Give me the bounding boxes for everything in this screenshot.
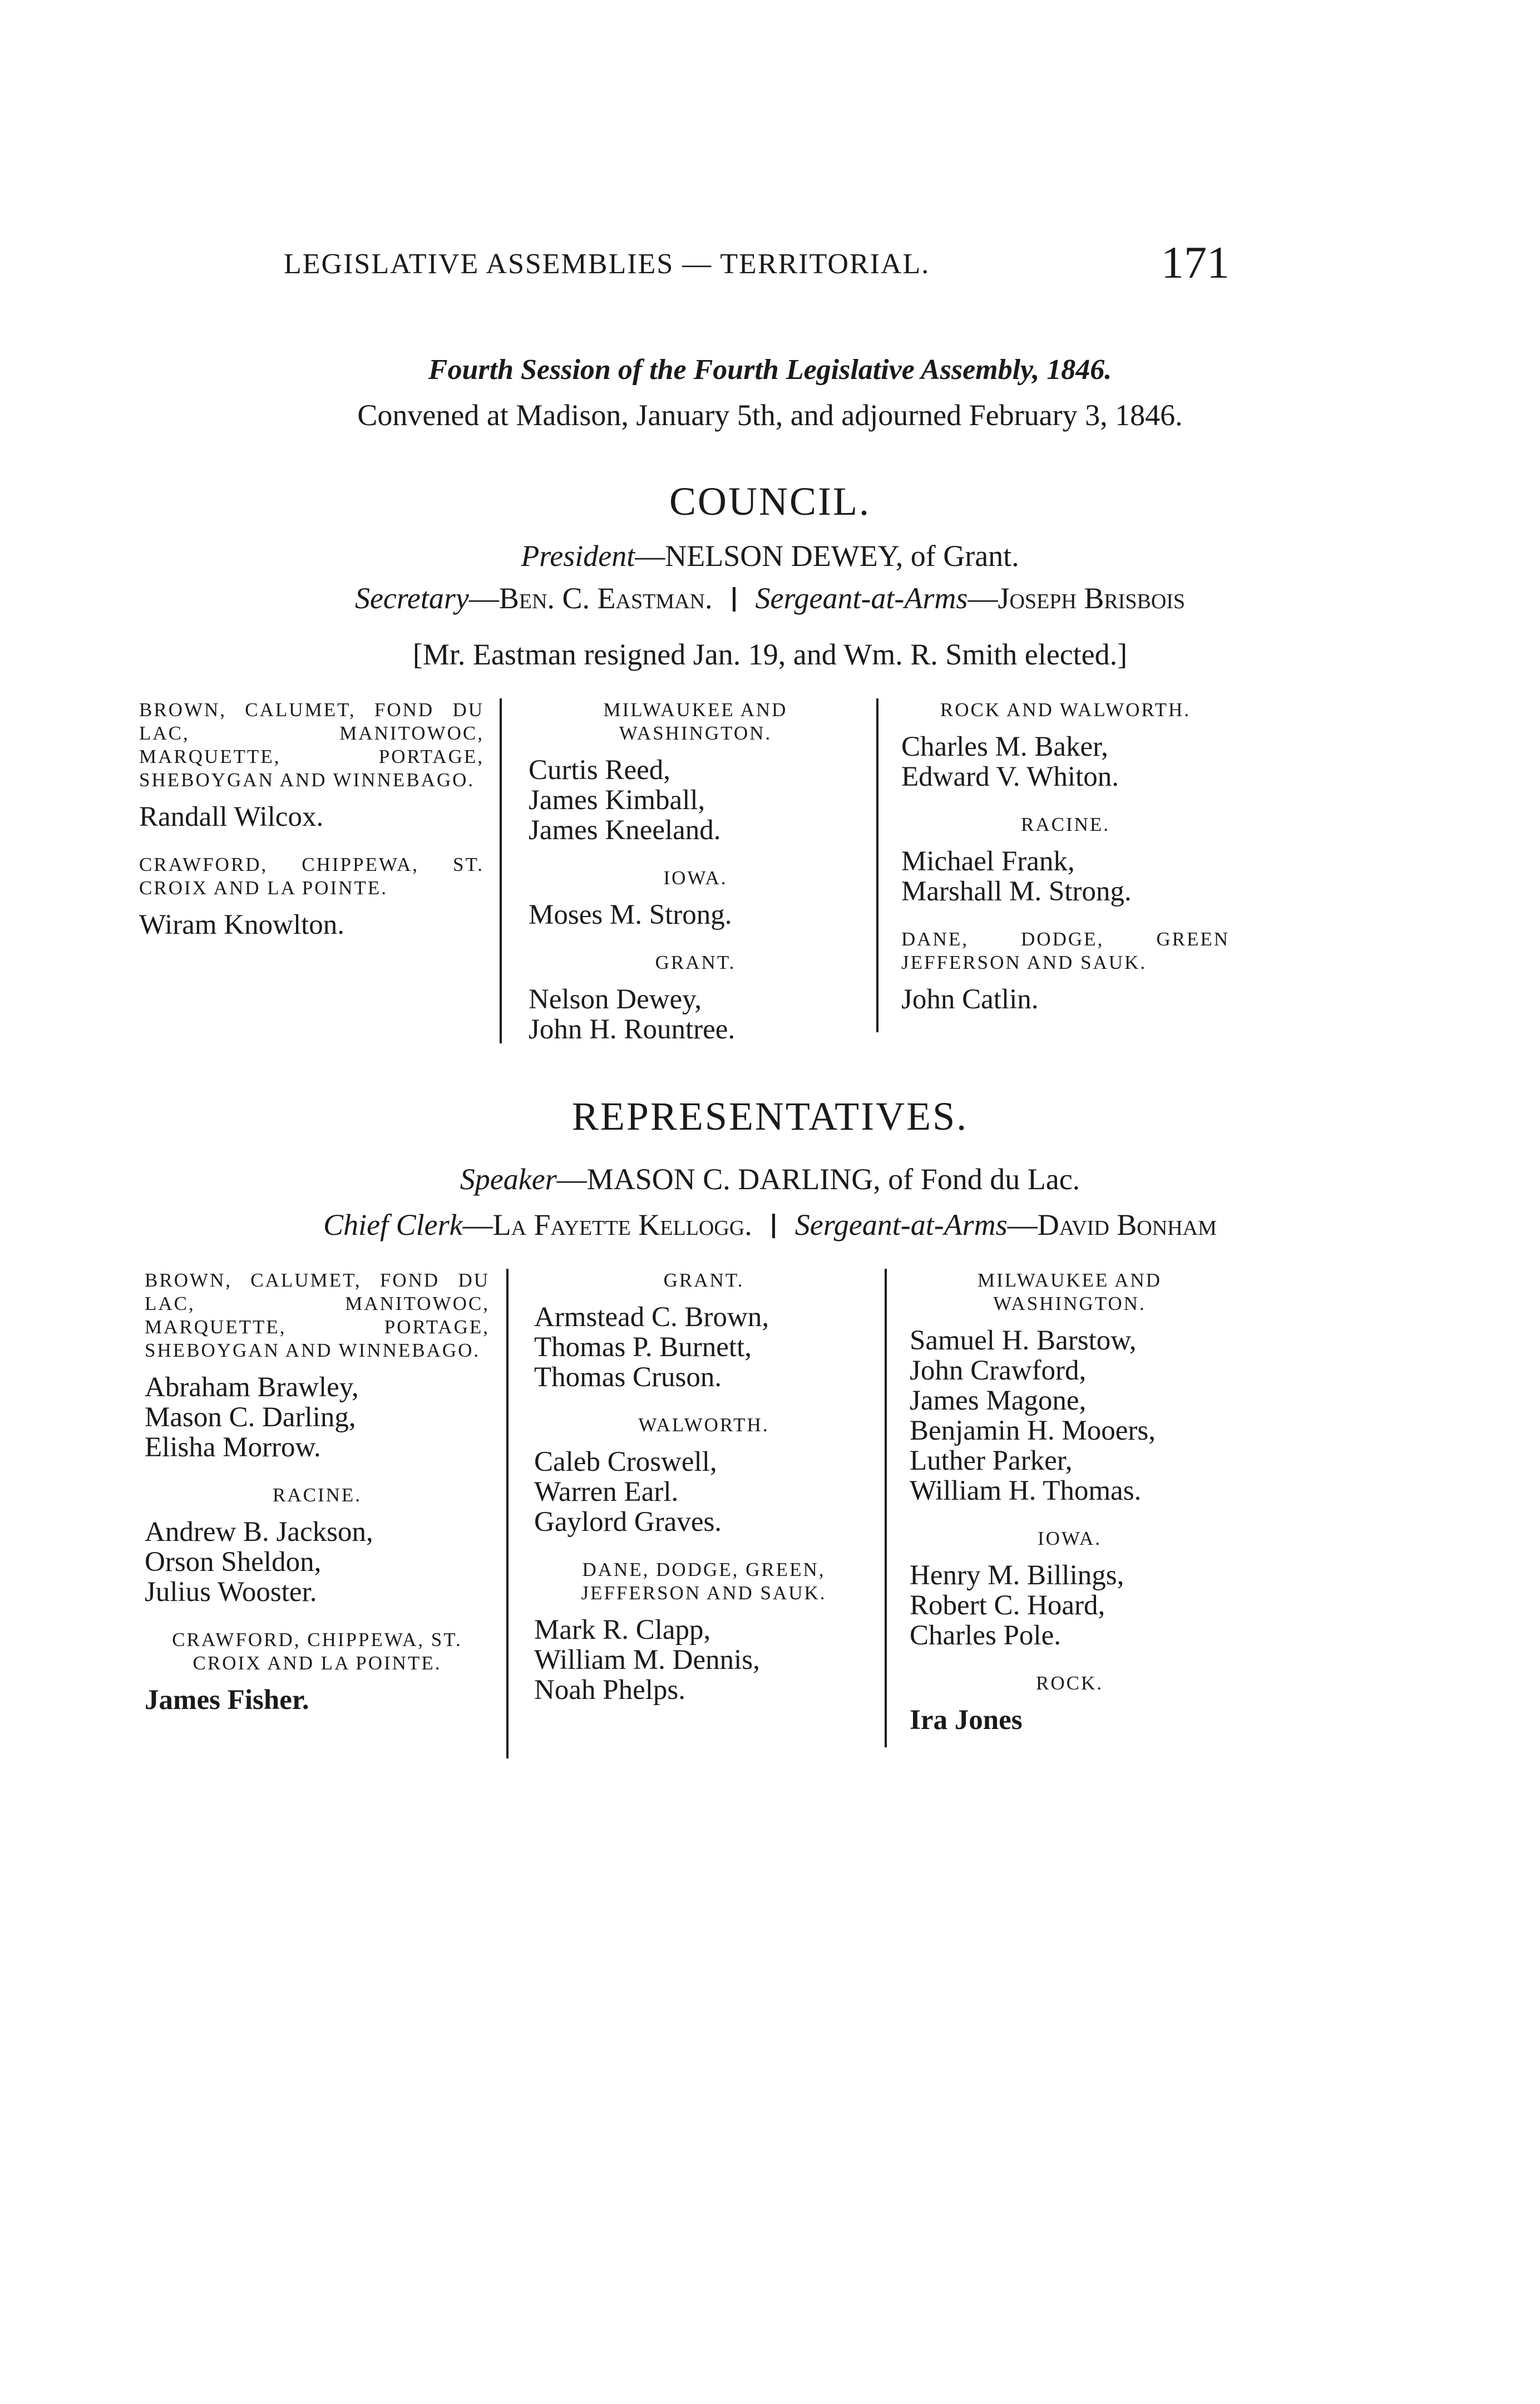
- clerk-name: La Fayette Kellogg.: [492, 1208, 752, 1242]
- district-name: MILWAUKEE AND WASHINGTON.: [978, 1269, 1162, 1314]
- representatives-column-2: [534, 1269, 873, 1726]
- member-name: Randall Wilcox.: [139, 801, 324, 832]
- council-note: [Mr. Eastman resigned Jan. 19, and Wm. R. Smith elected.]: [412, 638, 1128, 671]
- member-name: Robert C. Hoard,: [910, 1590, 1105, 1621]
- district-block: [901, 813, 1230, 907]
- district-name: IOWA.: [1037, 1528, 1102, 1549]
- member-name: Caleb Croswell,: [534, 1446, 717, 1477]
- member-name: Andrew B. Jackson,: [145, 1516, 373, 1548]
- district-name: GRANT.: [663, 1269, 744, 1291]
- separator-bar: [733, 587, 736, 612]
- district-name: ROCK AND WALWORTH.: [940, 699, 1191, 721]
- member-name: Thomas Cruson.: [534, 1362, 722, 1393]
- district-name: GRANT.: [655, 952, 736, 973]
- district-name: BROWN, CALUMET, FOND DU LAC, MANITOWOC, MARQUETTE, PORTAGE, SHEBOYGAN AND WINNEBAGO.: [139, 699, 484, 791]
- district-name: MILWAUKEE AND WASHINGTON.: [603, 699, 788, 744]
- member-name: Noah Phelps.: [534, 1674, 685, 1706]
- district-block: [910, 1672, 1230, 1735]
- member-name: William M. Dennis,: [534, 1644, 760, 1676]
- member-name: James Kneeland.: [529, 815, 721, 846]
- page-header: [284, 237, 1230, 292]
- council-sergeant-label: Sergeant-at-Arms: [755, 582, 968, 615]
- president-label: President: [521, 539, 635, 573]
- member-name: John H. Rountree.: [529, 1014, 736, 1045]
- member-name: Julius Wooster.: [145, 1577, 317, 1608]
- member-name: Ira Jones: [910, 1705, 1023, 1736]
- member-name: Orson Sheldon,: [145, 1546, 322, 1578]
- district-block: [534, 1269, 873, 1392]
- council-president-line: President—NELSON DEWEY, of Grant.: [521, 539, 1019, 573]
- assembly-sergeant-name: David Bonham: [1037, 1208, 1217, 1242]
- member-name: John Crawford,: [910, 1355, 1087, 1386]
- secretary-name: Ben. C. Eastman.: [498, 582, 713, 615]
- representatives-column-1: [145, 1269, 490, 1736]
- district-block: [139, 853, 484, 940]
- page-number: 171: [1161, 237, 1230, 288]
- member-name: Armstead C. Brown,: [534, 1302, 769, 1333]
- member-name: Abraham Brawley,: [145, 1372, 359, 1403]
- member-name: Luther Parker,: [910, 1445, 1073, 1476]
- district-block: [529, 866, 862, 930]
- member-name: James Fisher.: [145, 1684, 309, 1716]
- council-columns: [139, 698, 1230, 1055]
- district-block: [139, 698, 484, 832]
- secretary-label: Secretary: [354, 582, 469, 615]
- speaker-line: Speaker—MASON C. DARLING, of Fond du Lac.: [460, 1162, 1080, 1196]
- representatives-heading: REPRESENTATIVES.: [571, 1094, 969, 1139]
- member-name: Curtis Reed,: [529, 755, 670, 786]
- district-block: [529, 698, 862, 845]
- member-name: Samuel H. Barstow,: [910, 1325, 1137, 1356]
- district-block: [534, 1558, 873, 1705]
- member-name: John Catlin.: [901, 984, 1039, 1015]
- council-heading: COUNCIL.: [669, 479, 871, 524]
- member-name: Moses M. Strong.: [529, 899, 732, 930]
- speaker-suffix: , of Fond du Lac.: [873, 1162, 1080, 1196]
- clerk-line: Chief Clerk—La Fayette Kellogg. Sergeant-at-Arms—David Bonham: [323, 1208, 1217, 1242]
- session-title: Fourth Session of the Fourth Legislative Assembly, 1846.: [428, 354, 1112, 386]
- council-sergeant-name: Joseph Brisbois: [998, 582, 1186, 615]
- district-name: CRAWFORD, CHIPPEWA, ST. CROIX AND LA POINTE.: [139, 854, 484, 899]
- speaker-label: Speaker: [460, 1162, 557, 1196]
- separator-bar: [772, 1214, 775, 1238]
- member-name: Wiram Knowlton.: [139, 909, 345, 940]
- district-block: [145, 1484, 490, 1607]
- member-name: Henry M. Billings,: [910, 1560, 1124, 1591]
- district-name: CRAWFORD, CHIPPEWA, ST. CROIX AND LA POINTE.: [172, 1629, 462, 1674]
- member-name: Charles M. Baker,: [901, 731, 1108, 762]
- district-block: [901, 928, 1230, 1014]
- council-column-1: [139, 698, 484, 961]
- clerk-label: Chief Clerk: [323, 1208, 463, 1242]
- district-name: BROWN, CALUMET, FOND DU LAC, MANITOWOC, MARQUETTE, PORTAGE, SHEBOYGAN AND WINNEBAGO.: [145, 1269, 490, 1361]
- member-name: Benjamin H. Mooers,: [910, 1415, 1156, 1446]
- district-block: [529, 951, 862, 1045]
- district-name: RACINE.: [272, 1484, 362, 1506]
- president-suffix: , of Grant.: [895, 539, 1019, 573]
- member-name: Warren Earl.: [534, 1476, 679, 1508]
- session-dates: Convened at Madison, January 5th, and adjourned February 3, 1846.: [357, 398, 1183, 432]
- district-block: [910, 1269, 1230, 1506]
- district-block: [910, 1527, 1230, 1651]
- assembly-sergeant-label: Sergeant-at-Arms: [794, 1208, 1008, 1242]
- member-name: William H. Thomas.: [910, 1475, 1142, 1506]
- council-column-2: [529, 698, 862, 1066]
- district-block: [145, 1269, 490, 1462]
- council-secretary-line: Secretary—Ben. C. Eastman. Sergeant-at-Arms—Joseph Brisbois: [354, 582, 1186, 615]
- member-name: Mason C. Darling,: [145, 1402, 356, 1433]
- president-name: NELSON DEWEY: [665, 539, 896, 573]
- district-name: DANE, DODGE, GREEN, JEFFERSON AND SAUK.: [581, 1559, 827, 1604]
- column-rule: [500, 698, 502, 1043]
- district-name: ROCK.: [1036, 1672, 1103, 1694]
- representatives-columns: [139, 1269, 1230, 1770]
- member-name: James Kimball,: [529, 785, 705, 816]
- district-name: DANE, DODGE, GREEN JEFFERSON AND SAUK.: [901, 928, 1230, 973]
- district-name: IOWA.: [663, 867, 728, 889]
- column-rule: [506, 1269, 509, 1758]
- member-name: Marshall M. Strong.: [901, 876, 1132, 907]
- district-block: [145, 1628, 490, 1715]
- member-name: Michael Frank,: [901, 846, 1075, 877]
- member-name: James Magone,: [910, 1385, 1087, 1416]
- member-name: Nelson Dewey,: [529, 984, 702, 1015]
- district-name: WALWORTH.: [638, 1414, 769, 1436]
- speaker-name: MASON C. DARLING: [586, 1162, 873, 1196]
- column-rule: [876, 698, 878, 1032]
- column-rule: [885, 1269, 887, 1747]
- council-column-3: [901, 698, 1230, 1036]
- member-name: Edward V. Whiton.: [901, 761, 1119, 792]
- running-title: LEGISLATIVE ASSEMBLIES — TERRITORIAL.: [284, 248, 930, 280]
- member-name: Gaylord Graves.: [534, 1506, 722, 1538]
- representatives-column-3: [910, 1269, 1230, 1756]
- member-name: Elisha Morrow.: [145, 1432, 321, 1463]
- member-name: Charles Pole.: [910, 1620, 1061, 1651]
- district-name: RACINE.: [1020, 814, 1110, 835]
- district-block: [901, 698, 1230, 792]
- member-name: Thomas P. Burnett,: [534, 1332, 752, 1363]
- district-block: [534, 1413, 873, 1537]
- member-name: Mark R. Clapp,: [534, 1614, 711, 1646]
